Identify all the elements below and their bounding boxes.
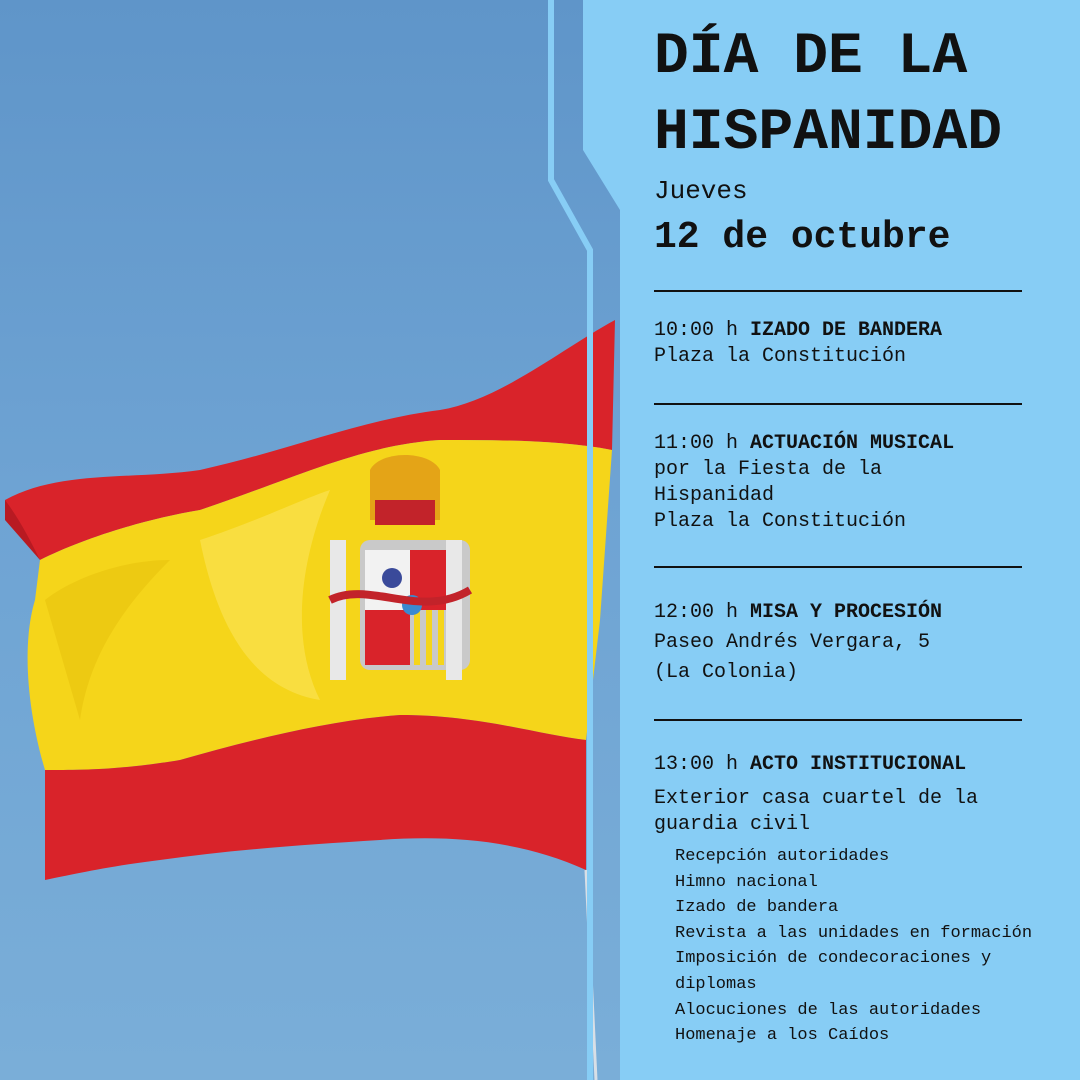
agenda-item: Recepción autoridades bbox=[675, 847, 890, 866]
divider bbox=[654, 719, 1022, 721]
event-name: ACTUACIÓN MUSICAL bbox=[750, 432, 955, 455]
event-item bbox=[654, 598, 1054, 688]
title-line-1: DÍA DE LA bbox=[654, 25, 968, 90]
event-place-line: Plaza la Constitución bbox=[654, 510, 907, 533]
event-name: MISA Y PROCESIÓN bbox=[750, 601, 943, 624]
event-place-line: Paseo Andrés Vergara, 5 bbox=[654, 631, 931, 654]
event-time: 11:00 h bbox=[654, 432, 739, 455]
event-place-line: por la Fiesta de la bbox=[654, 458, 883, 481]
page-title bbox=[654, 20, 1054, 172]
ceremony-agenda-list bbox=[675, 844, 1035, 1049]
agenda-item: Revista a las unidades en formación bbox=[675, 923, 1033, 943]
agenda-item: Alocuciones de las autoridades bbox=[675, 1000, 982, 1020]
divider bbox=[654, 566, 1022, 568]
event-place-line: guardia civil bbox=[654, 813, 811, 836]
event-item bbox=[654, 318, 1054, 370]
title-line-2: HISPANIDAD bbox=[654, 101, 1003, 166]
agenda-item: Homenaje a los Caídos bbox=[675, 1026, 890, 1046]
agenda-item: Izado de bandera bbox=[675, 898, 839, 918]
event-weekday: Jueves bbox=[654, 176, 748, 206]
event-time: 13:00 h bbox=[654, 753, 739, 776]
event-name: IZADO DE BANDERA bbox=[750, 319, 943, 342]
event-place: Plaza la Constitución bbox=[654, 345, 907, 368]
event-time: 10:00 h bbox=[654, 319, 739, 342]
event-place-line: Hispanidad bbox=[654, 484, 775, 507]
divider bbox=[654, 290, 1022, 292]
agenda-item: Imposición de condecoraciones y diplomas bbox=[675, 949, 992, 994]
event-name: ACTO INSTITUCIONAL bbox=[750, 753, 967, 776]
event-place-line: (La Colonia) bbox=[654, 661, 799, 684]
event-date: 12 de octubre bbox=[654, 216, 951, 259]
divider bbox=[654, 403, 1022, 405]
event-item bbox=[654, 752, 1054, 1049]
event-place-line: Exterior casa cuartel de la bbox=[654, 787, 979, 810]
event-time: 12:00 h bbox=[654, 601, 739, 624]
agenda-item: Himno nacional bbox=[675, 872, 818, 892]
event-item bbox=[654, 431, 1054, 535]
